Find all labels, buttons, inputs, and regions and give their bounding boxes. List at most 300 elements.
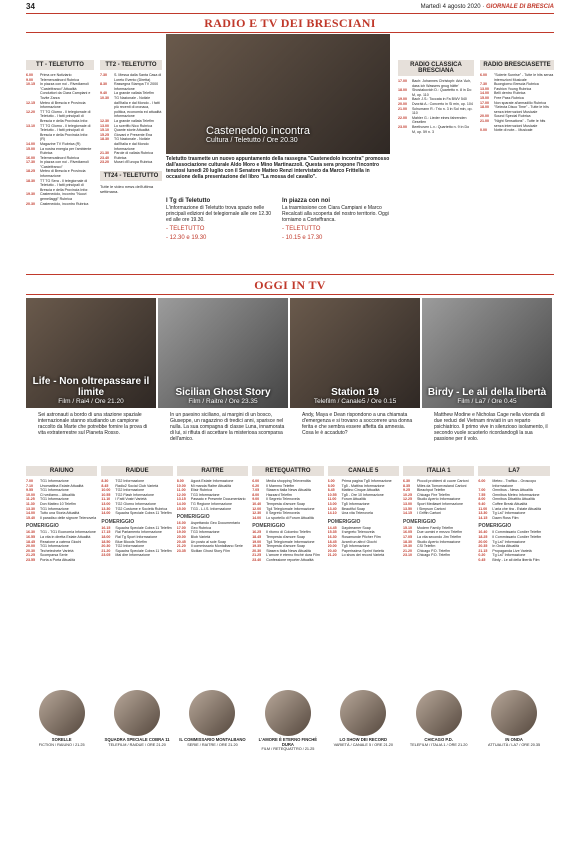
schedule-program: Meteo di Brescia e Provincia Informazione <box>40 169 86 179</box>
schedule-program: Omnibus - News Attualità <box>492 488 533 493</box>
schedule-time: 16.30 <box>26 530 35 535</box>
schedule-program: TG1 Informazione <box>40 544 69 549</box>
evening-pick: SQUADRA SPECIALE COBRA 11 TELEFILM / RAIDUE / ORE 21.20 <box>101 690 172 747</box>
schedule-row <box>26 516 97 521</box>
schedule-program: TG2 Informazione <box>115 544 145 549</box>
schedule-time: 18.00 <box>480 105 489 110</box>
schedule-program: TG Nazionale - Notizie dall'Italia e dal Mondo Informazione <box>114 137 151 151</box>
schedule-time: 10.00 <box>176 483 186 488</box>
channel-header: TT - TELETUTTO <box>26 60 94 70</box>
schedule-program: I Griffin Cartoni <box>417 511 442 516</box>
schedule-row <box>101 511 172 516</box>
schedule-time: 15.10 <box>403 525 412 530</box>
schedule-time: 13.00 <box>480 86 489 91</box>
schedule-time: 9.00 <box>26 77 33 82</box>
channel-header: TT24 - TELETUTTO <box>100 171 162 181</box>
schedule-time: 8.00 <box>252 492 260 497</box>
schedule-row <box>26 124 94 142</box>
schedule-program: Rai Tg Sport Informazione <box>115 534 158 539</box>
schedule-time: 7.00 <box>478 488 486 493</box>
schedule-program: Due uomini e mezzo Teleflm <box>417 530 463 535</box>
channel-column <box>478 466 549 684</box>
schedule-time: 14.15 <box>403 511 412 516</box>
schedule-program: TG3 Informazione <box>190 530 220 535</box>
feature-description: Sei astronauti a bordo di una stazione spaziale internazionale stanno studiando un campione raccolto da Marte che potrebbe fornire la prova di vita extraterrestre sul Pianeta Rosso. <box>38 412 148 436</box>
channel-header: RETEQUATTRO <box>252 466 323 476</box>
schedule-time: 14.00 <box>101 511 111 516</box>
schedule-time: 18.30 <box>100 137 109 142</box>
schedule-time: 7.30 <box>480 82 487 87</box>
schedule-time: 20.00 <box>176 534 186 539</box>
time-band-label: POMERIGGIO <box>327 518 361 525</box>
feature-caption: Castenedolo incontra Cultura / Teletutto / Ore 20.30 <box>206 125 310 144</box>
channel-column-rcb <box>398 60 474 260</box>
schedule-time: 8.00 <box>327 483 335 488</box>
schedule-time: 18.45 <box>252 534 262 539</box>
page-number: 34 <box>26 2 35 11</box>
schedule-program: TG1 - TG1 Economia Informazione <box>40 530 96 535</box>
schedule-program: Paperissima Sprint Varietà <box>341 548 384 553</box>
schedule-program: Coffee Break Attualità <box>492 501 528 506</box>
feature-description: Matthew Modine e Nicholas Cage nella vicenda di due reduci del Vietnam rinviati in un reparto psichiatrico. Il primo vive in silenzioso isolamento, il secondo vuole scuoterlo ricordandogli la sua passione per il volo. <box>434 412 548 442</box>
schedule-time: 19.00 <box>176 530 186 535</box>
schedule-time: 12.25 <box>403 497 412 502</box>
schedule-time: 6.00 <box>480 73 487 77</box>
time-band-label: POMERIGGIO <box>403 518 436 525</box>
schedule-time: 13.40 <box>327 506 337 511</box>
schedule-row <box>26 179 94 193</box>
channel-header: LA7 <box>478 466 549 476</box>
schedule-row <box>403 553 474 558</box>
schedule-time: 11.00 <box>478 506 488 511</box>
schedule-time: 8.45 <box>327 488 335 493</box>
schedule-program: Tg4 Telegiornale Informazione <box>266 539 315 544</box>
schedule-time: 12.30 <box>100 118 109 123</box>
schedule-time: 0.45 <box>478 557 486 562</box>
schedule-program: In Onda Attualità <box>492 544 519 549</box>
feature-text: Teletutto trasmette un nuovo appuntamento della rassegna "Castenedolo incontra" promosso dall'associazione culturale Aldo Moro e Mino Martinazzoli. Questa sera propone l'incontro tenutosi lunedì 20 luglio con il Senatore Matteo Renzi intervistato da Marco Frittella in occasione della presentazione del libro "La mossa del cavallo". <box>166 156 390 180</box>
schedule-program: "Night Sensations" - Tutte le hits senza interruzioni Musicale <box>494 118 546 128</box>
schedule-program: Aspettando Geo Documentario <box>190 521 241 526</box>
schedule-program: Blue Bloods Teleflm <box>115 539 147 544</box>
schedule-time: 14.00 <box>26 511 35 516</box>
schedule-time: 6.00 <box>327 479 335 483</box>
schedule-time: 21.00 <box>398 106 407 111</box>
schedule-row <box>26 169 94 178</box>
schedule-time: 21.25 <box>26 553 35 558</box>
schedule-time: 9.00 <box>252 497 260 502</box>
schedule-row <box>398 79 474 88</box>
schedule-program: Beethoven L.v.: Quartetto n. 9 in Do M, op. 59 n. 3 <box>412 124 470 134</box>
schedule-time: 11.10 <box>101 497 111 502</box>
schedule-program: Squadra Speciale Cobra 11 Teleflm <box>115 525 172 530</box>
schedule-time: 13.15 <box>176 497 186 502</box>
schedule-program: Sport Mediaset Informazione <box>417 501 463 506</box>
evening-pick: IL COMMISSARIO MONTALBANO SERIE / RAITRE / ORE 21.20 <box>177 690 248 747</box>
schedule-time: 9.40 <box>100 91 107 96</box>
schedule-time: 20.30 <box>26 201 35 206</box>
schedule-time: 20.35 <box>478 544 488 549</box>
feature-photo <box>422 298 552 408</box>
schedule-time: 17.00 <box>398 79 407 83</box>
schedule-program: S. Messa dalla Santa Casa di Loreto Evento (Diretta) <box>114 73 162 82</box>
evening-pick: IN ONDA ATTUALITÀ / LA7 / ORE 20.35 <box>478 690 549 747</box>
schedule-time: 13.00 <box>327 501 337 506</box>
schedule-program: Squadra Speciale Cobra 11 Teleflm <box>115 548 172 553</box>
schedule-time: 7.05 <box>252 488 260 493</box>
schedule-program: Rai Parlamento Informazione <box>115 530 162 535</box>
schedule-time: 21.30 <box>100 151 109 156</box>
schedule-row <box>26 202 94 207</box>
schedule-time: 6.00 <box>252 479 260 483</box>
feature-photo <box>158 298 288 408</box>
schedule-time: 16.00 <box>176 521 186 526</box>
schedule-row <box>403 511 474 516</box>
feature-caption: Life - Non oltrepassare il limite Film / Rai4 / Ore 21.20 <box>32 376 150 405</box>
schedule-time: 10.55 <box>101 492 111 497</box>
schedule-program: Sound Special Rubrica <box>494 114 531 119</box>
schedule-time: 13.30 <box>26 506 35 511</box>
schedule-time: 23.55 <box>26 557 35 562</box>
schedule-program: Castenedolo, incontro "Nuovi gemellaggi" Rubrica <box>40 192 87 202</box>
schedule-program: TG2 Informazione <box>115 479 145 483</box>
schedule-program: Squadra Speciale Cobra 11 Teleflm <box>115 511 172 516</box>
schedule-program: Notte di note... Musicale <box>494 128 533 133</box>
tg-box: I Tg di Teletutto L'informazione di Teletutto trova spazio nelle principali edizioni del telegiornale alle ore 12.30 ed alle ore 19.30. - TELETUTTO - 12.30 e 19.30 <box>166 198 272 241</box>
schedule-program: Chicago P.D. Teleflm <box>417 553 451 558</box>
channel-column <box>252 466 323 684</box>
schedule-time: 16.15 <box>101 525 111 530</box>
schedule-row <box>26 110 94 124</box>
pick-photo <box>189 690 235 736</box>
schedule-program: Tg5 - Ore 10 Informazione <box>341 492 384 497</box>
schedule-program: Tg5 Informazione <box>341 501 370 506</box>
schedule-time: 12.30 <box>252 511 262 516</box>
time-band-label: POMERIGGIO <box>252 523 285 530</box>
schedule-program: TG1 Informazione <box>40 497 69 502</box>
schedule-program: Mahler G.: Lieder eines fahrenden Gesellen <box>412 115 467 125</box>
schedule-time: 20.30 <box>252 548 262 553</box>
schedule-program: Prima pagina Tg5 Informazione <box>341 479 392 483</box>
schedule-program: Blob Varietà <box>190 534 211 539</box>
schedule-program: TG2 Informazione <box>115 488 145 493</box>
schedule-row <box>480 105 554 114</box>
schedule-program: La grande vallata Teleflm <box>114 91 154 96</box>
schedule-time: 10.40 <box>252 501 262 506</box>
schedule-program: Prima ore Notiziario <box>40 73 72 77</box>
schedule-program: TT TG Giorno - Il telegiornale di Teletutto - I fatti principali di Brescia e della Provincia Infor. <box>40 109 91 123</box>
schedule-time: 8.00 <box>176 479 184 483</box>
schedule-program: Schumann R.: Trio n. 3 in Sol min, op. 110 <box>412 106 473 116</box>
schedule-time: 23.20 <box>100 160 109 165</box>
schedule-program: Rosamunde Pilcher Film <box>341 534 381 539</box>
schedule-program: Studio Aperto Informazione <box>417 497 461 502</box>
schedule-program: Tg4 Telegiornale Informazione <box>266 506 315 511</box>
feature-description: In un paesino siciliano, ai margini di un bosco, Giuseppe, un ragazzino di tredici anni, sparisce nel nulla. La sua compagna di classe Luna, innamorata di lui, si rifiuta di accettare la misteriosa scomparsa dell'amico. <box>170 412 285 442</box>
schedule-program: Tg5 - Mattina Informazione <box>341 483 385 488</box>
feature-caption: Birdy - Le ali della libertà Film / La7 / Ore 0.45 <box>427 387 547 405</box>
channel-column-rb7 <box>480 60 554 260</box>
schedule-time: 23.05 <box>101 553 111 558</box>
schedule-time: 7.10 <box>26 483 33 488</box>
schedule-program: Il Commissario Cordier Teleflm <box>492 530 542 535</box>
schedule-program: Omnibus Dibattito Attualità <box>492 497 535 502</box>
schedule-program: Chicago Fire Teleflm <box>417 492 450 497</box>
schedule-program: In piazza con noi - Rivediamoli "Castelfranco" Attualità <box>40 82 89 91</box>
schedule-time: 6.00 <box>26 73 33 77</box>
schedule-time: 21.20 <box>403 548 412 553</box>
schedule-program: L'amore è eterno finché dura Film <box>266 553 320 558</box>
schedule-program: Buongiorno Brescia Rubrica <box>494 82 539 87</box>
schedule-time: 14.00 <box>176 501 186 506</box>
schedule-time: 14.15 <box>478 515 488 520</box>
schedule-program: Free Pass Rubrica <box>494 95 524 100</box>
schedule-time: 16.30 <box>327 534 337 539</box>
schedule-time: 14.10 <box>327 511 337 516</box>
schedule-program: Porta a Porta Attualità <box>40 557 75 562</box>
schedule-time: 23.40 <box>100 155 109 160</box>
schedule-program: TG3 - L.I.S. Informazione <box>190 506 232 511</box>
schedule-program: Forum Attualità <box>341 497 366 502</box>
schedule-time: 14.00 <box>480 91 489 96</box>
schedule-program: Stasera Italia News Attualità <box>266 488 311 493</box>
schedule-program: Piccoli problemi di cuore Cartoni <box>417 479 469 483</box>
time-band-label: POMERIGGIO <box>101 518 135 525</box>
schedule-program: Omnibus Meteo Informazione <box>492 492 540 497</box>
schedule-program: Reazione a catena Giochi <box>40 539 82 544</box>
section-title-oggi: OGGI IN TV <box>254 278 326 292</box>
schedule-time: 15.25 <box>100 132 109 137</box>
schedule-time: 19.30 <box>403 544 412 549</box>
channel-column <box>101 466 172 684</box>
schedule-program: Tutto una Storia Attualità <box>40 511 80 516</box>
schedule-time: 11.00 <box>176 488 186 493</box>
schedule-program: Lo sceriffo Nico Rubrica <box>114 123 153 128</box>
schedule-program: Il Segreto Telenovela <box>266 497 300 502</box>
schedule-row <box>26 147 94 156</box>
schedule-program: Una vita Telenovela <box>341 511 373 516</box>
schedule-program: La grande vallata Teleflm <box>114 118 154 123</box>
schedule-time: 21.20 <box>176 544 186 549</box>
schedule-program: Mi manda Raitre Attualità <box>190 483 231 488</box>
schedule-program: I Simpson Cartoni <box>417 506 446 511</box>
schedule-program: Media shopping Televendita <box>266 479 311 483</box>
schedule-program: Radio2 Social Club Varietà <box>115 483 159 488</box>
schedule-time: 18.25 <box>26 169 35 174</box>
channel-column <box>328 466 399 684</box>
channel-header: RADIO BRESCIASETTE <box>480 60 554 70</box>
schedule-program: Avanti un altro! Giochi <box>341 539 377 544</box>
schedule-program: Tg La7 Informazione <box>492 511 526 516</box>
schedule-row <box>26 160 94 169</box>
schedule-program: TT TG Giorno - Il telegiornale di Teletutto - I fatti principali di Brescia e della Provincia Infor. (R) <box>40 123 91 142</box>
schedule-time <box>26 91 40 100</box>
schedule-program: Dawn Ross Film <box>492 515 519 520</box>
schedule-program: Lo show dei record Varietà <box>341 553 385 558</box>
schedule-program: La vita in diretta Estate Attualità <box>40 534 91 539</box>
schedule-time: 18.25 <box>478 534 488 539</box>
schedule-row <box>480 128 554 133</box>
schedule-time: 10.25 <box>403 492 412 497</box>
schedule-program: Beautiful Soap <box>341 506 365 511</box>
schedule-row <box>100 73 162 82</box>
schedule-time: 9.40 <box>478 501 486 506</box>
schedule-time: 13.00 <box>101 501 111 506</box>
schedule-time: 20.00 <box>478 539 488 544</box>
feature-caption: Station 19 Telefilm / Canale5 / Ore 0.15 <box>313 387 397 405</box>
schedule-time: 16.40 <box>478 530 488 535</box>
schedule-program: TG Regione Informazione <box>190 501 232 506</box>
schedule-time: 6.30 <box>403 479 410 483</box>
schedule-time: 20.00 <box>26 544 35 549</box>
schedule-row <box>100 82 162 91</box>
schedule-row <box>26 558 97 563</box>
schedule-program: Belli dentro Rubrica <box>494 91 526 96</box>
channel-column <box>403 466 474 684</box>
schedule-program: Meteo di Brescia e Provincia Informazione <box>40 100 86 110</box>
schedule-time: 17.05 <box>403 534 412 539</box>
schedule-program: Chicago P.D. Teleflm <box>417 548 451 553</box>
schedule-row <box>480 73 554 82</box>
schedule-program: Conduttori da Ciara Campiani e Tovite Zarza <box>40 91 91 100</box>
schedule-program: TG2 Costume e Società Rubrica <box>115 506 168 511</box>
schedule-program: "Solerte Sunrise" - Tutte le hits senza interruzioni Musicale <box>494 73 554 82</box>
schedule-program: Modern Family Teleflm <box>417 525 454 530</box>
channel-header: ITALIA 1 <box>403 466 474 476</box>
feature-photo-castenedolo <box>166 34 390 154</box>
pick-photo <box>39 690 85 736</box>
schedule-program: Tg5 Informazione <box>341 544 370 549</box>
schedule-row <box>252 558 323 563</box>
schedule-time: 16.55 <box>26 534 35 539</box>
schedule-program: La nostra energia per l'ambiente Rubrica <box>40 146 92 156</box>
schedule-time: 12.00 <box>252 506 262 511</box>
schedule-time: 20.00 <box>480 114 489 119</box>
schedule-program: Il paradiso delle signore Telenovela <box>40 515 97 520</box>
schedule-row <box>100 137 162 151</box>
schedule-row <box>328 553 399 558</box>
schedule-program: Scomparsa Serie <box>40 553 68 558</box>
schedule-time: 11.25 <box>26 497 35 502</box>
schedule-time: 12.00 <box>176 492 186 497</box>
schedule-program: Il Commissario Cordier Teleflm <box>492 534 542 539</box>
schedule-program: Tg La7 Informazione <box>492 539 526 544</box>
schedule-time: 11.00 <box>327 497 337 502</box>
schedule-row <box>328 511 399 516</box>
schedule-time: 9.25 <box>403 488 410 493</box>
schedule-program: Un posto al sole Soap <box>190 539 226 544</box>
schedule-time: 18.45 <box>26 539 35 544</box>
schedule-program: Parole di vallata Rubrica <box>114 151 153 156</box>
piazza-box: In piazza con noi La trasmissione con Ciara Campiani e Marco Recalcati alla scoperta del nostro territorio. Oggi torniamo a Corteffranca. - TELETUTTO - 10.15 e 17.30 <box>282 198 389 241</box>
schedule-program: Ci vediamo... Attualità <box>40 492 75 497</box>
schedule-time: 18.30 <box>26 178 35 183</box>
channel-header: RAIDUE <box>101 466 172 476</box>
schedule-time: 21.00 <box>480 118 489 123</box>
time-band-label: POMERIGGIO <box>478 523 512 530</box>
pick-photo <box>265 690 311 736</box>
schedule-row <box>177 549 248 554</box>
schedule-time: 18.50 <box>101 539 111 544</box>
schedule-time: 18.30 <box>403 539 412 544</box>
schedule-time: 15.40 <box>26 515 35 520</box>
schedule-time: 7.30 <box>100 73 107 77</box>
schedule-row <box>26 101 94 110</box>
schedule-program: I Fatti Vostri Varietà <box>115 497 147 502</box>
schedule-time: 13.30 <box>101 506 111 511</box>
feature-photo <box>26 298 156 408</box>
section-divider <box>26 32 554 33</box>
schedule-time: 7.55 <box>478 492 486 497</box>
section-divider <box>26 274 554 275</box>
schedule-time: 20.30 <box>101 544 111 549</box>
schedule-time: 10.00 <box>26 492 35 497</box>
schedule-time: 19.00 <box>252 539 262 544</box>
schedule-time: 13.30 <box>478 511 488 516</box>
schedule-row <box>398 107 474 116</box>
schedule-time: 12.20 <box>26 109 35 114</box>
schedule-time: 22.00 <box>398 115 407 120</box>
schedule-time: 18.00 <box>101 534 111 539</box>
schedule-program: Techetechete Varietà <box>40 548 74 553</box>
schedule-program: Musei d'Europa Rubrica <box>114 160 153 165</box>
schedule-time: 6.00 <box>478 479 486 483</box>
schedule-program: Non sparate al'armadillo Rubrica <box>494 100 547 105</box>
channel-header: RAITRE <box>177 466 248 476</box>
schedule-time: 20.00 <box>398 101 407 106</box>
schedule-time: 7.00 <box>26 479 33 483</box>
schedule-time: 0.00 <box>480 128 487 133</box>
schedule-time: 16.25 <box>252 530 262 535</box>
schedule-time: 8.30 <box>101 479 109 483</box>
schedule-program: Castenedolo, incontro Rubrica <box>40 201 89 206</box>
pick-photo <box>416 690 462 736</box>
schedule-row <box>252 516 323 521</box>
schedule-program: TG1 Informazione <box>40 506 69 511</box>
schedule-program: Rassegna Stampa TV 2000 Informazione <box>114 82 159 91</box>
feature-description: Andy, Maya e Dean rispondono a una chiamata d'emergenza e si trovano a soccorrere una donna ferita e che sembra essere affetta da amnesia. Cosa le è accaduto? <box>302 412 413 436</box>
schedule-time: 10.55 <box>327 492 337 497</box>
schedule-program: TT TG Sera - Il telegiornale di Teletutto - I fatti principali di Brescia e della Provincia Infor. <box>40 178 89 192</box>
schedule-program: Tempesta d'amore Soap <box>266 534 306 539</box>
schedule-program: Quante storie Attualità <box>114 128 150 133</box>
schedule-time: 14.00 <box>26 141 35 146</box>
schedule-program: Agorà Estate Informazione <box>190 479 234 483</box>
page-header <box>26 0 554 14</box>
schedule-row <box>478 558 549 563</box>
schedule-row <box>177 507 248 512</box>
schedule-row <box>398 116 474 125</box>
schedule-time: 8.35 <box>403 483 410 488</box>
schedule-time: 15.00 <box>176 506 186 511</box>
schedule-time: 9.55 <box>26 488 33 493</box>
schedule-time: 19.35 <box>252 544 262 549</box>
schedule-time: 16.00 <box>26 155 35 160</box>
feature-photo <box>290 298 420 408</box>
schedule-program: TG Nazionale - Notizie dall'Italia e dal Mondo - I fatti più recenti di cronaca, politica, economia ed attualità Informazione <box>114 95 162 119</box>
schedule-program: Rubrica <box>114 155 127 160</box>
schedule-program: Geo Rubrica <box>190 525 211 530</box>
schedule-program: Mai dire Informazione <box>115 553 150 558</box>
schedule-time: 21.25 <box>252 553 262 558</box>
schedule-row <box>100 96 162 119</box>
schedule-time: 17.00 <box>480 100 489 105</box>
evening-pick: CHICAGO P.D. TELEFILM / ITALIA 1 / ORE 21.20 <box>403 690 474 747</box>
schedule-row <box>480 119 554 128</box>
schedule-time: 8.45 <box>101 483 109 488</box>
schedule-time: 17.00 <box>176 525 186 530</box>
schedule-time: 21.20 <box>101 548 111 553</box>
